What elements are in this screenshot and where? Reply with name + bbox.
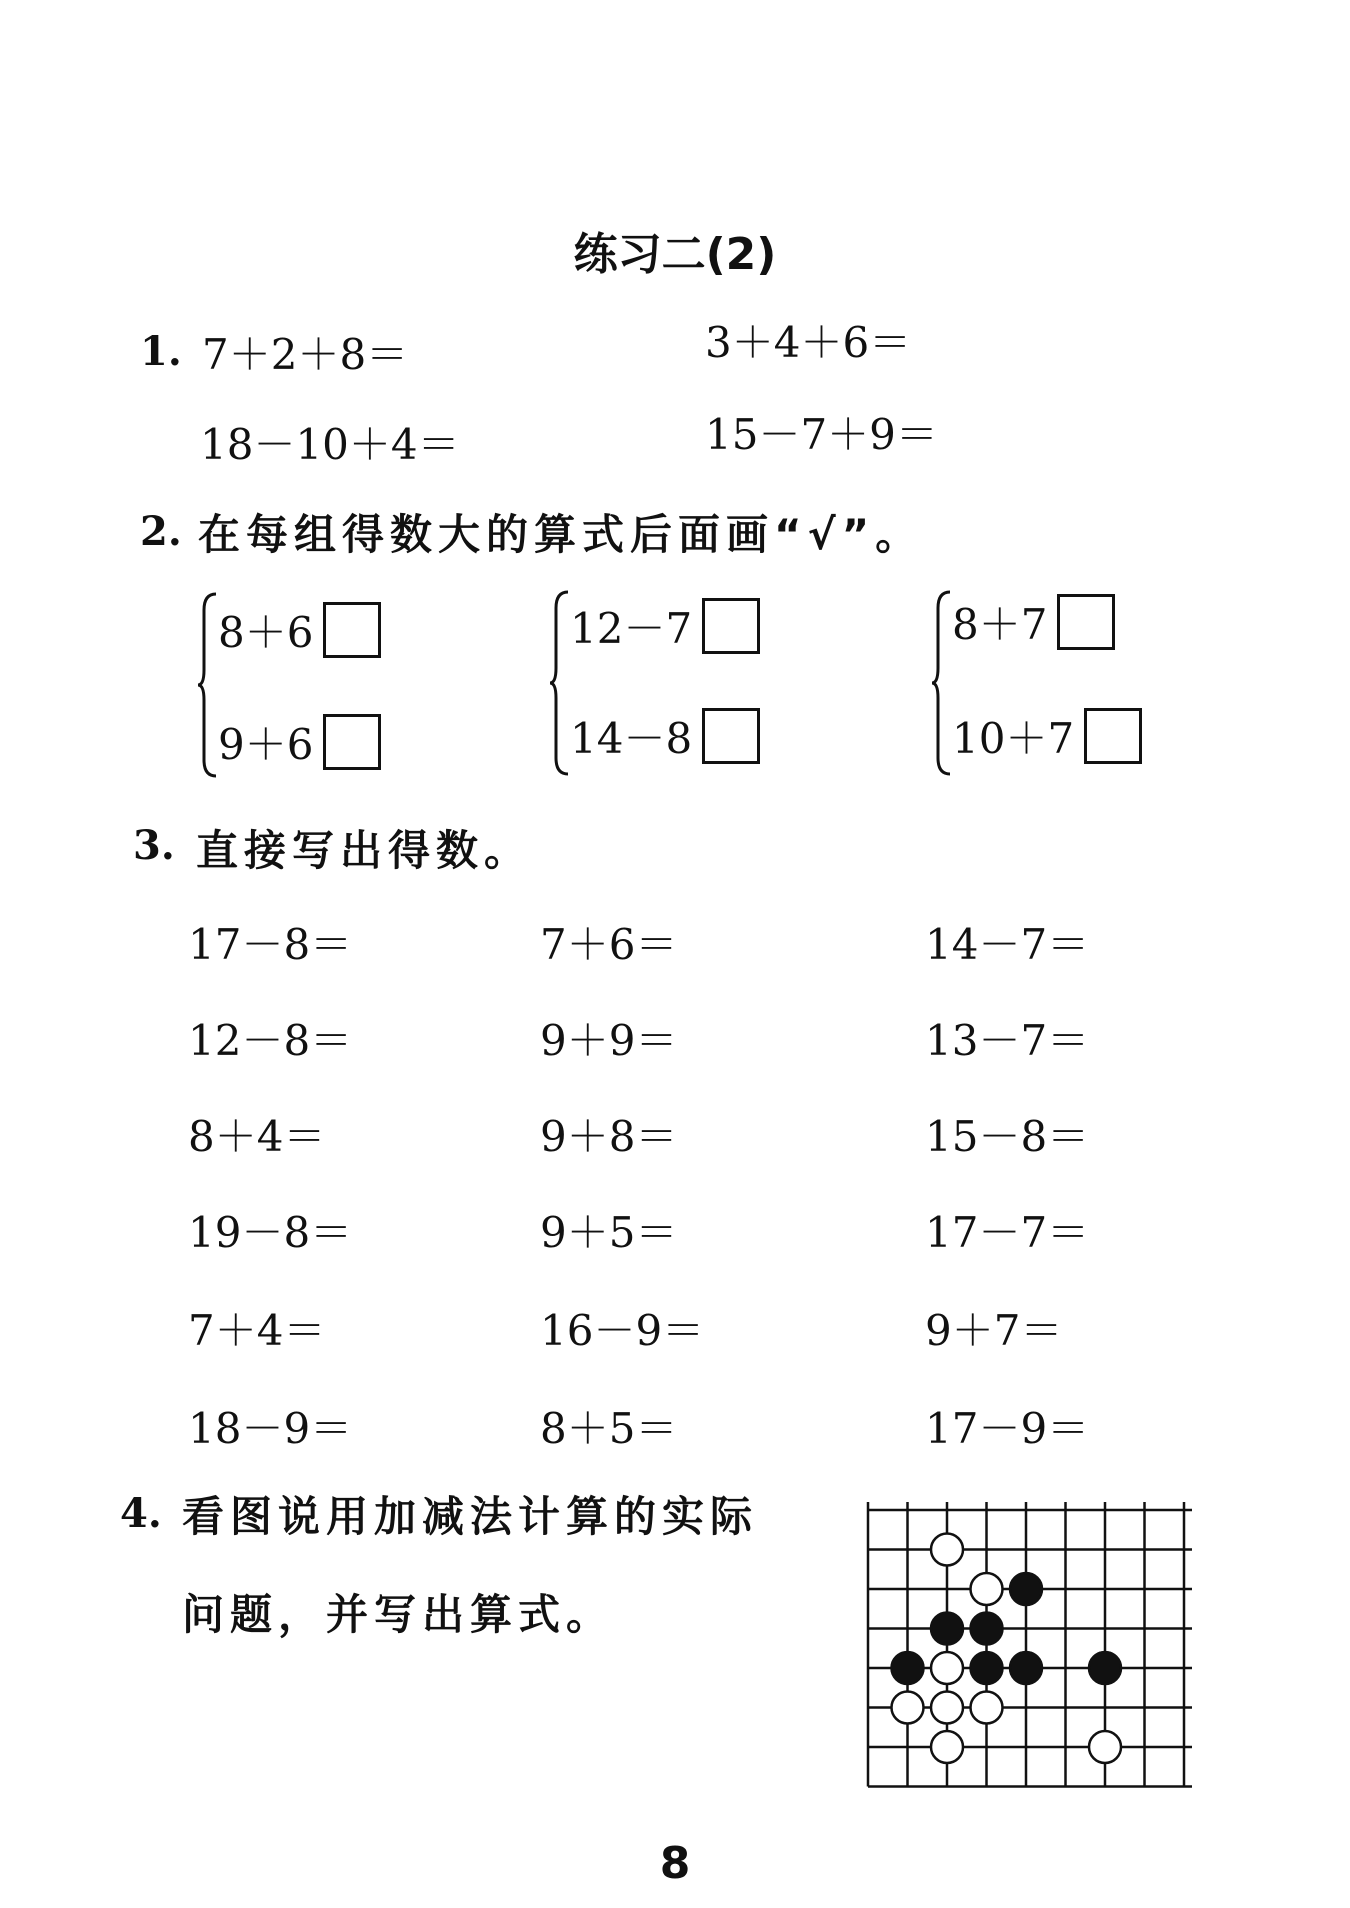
q2-option-expression: 14－8 bbox=[570, 714, 693, 763]
q2-option-expression: 9＋6 bbox=[218, 720, 314, 769]
white-stone bbox=[931, 1534, 963, 1566]
q3-expression: 17－8＝ bbox=[188, 920, 353, 969]
q4-instruction-line2: 问题，并写出算式。 bbox=[182, 1590, 615, 1639]
q3-expression: 9＋5＝ bbox=[540, 1208, 678, 1257]
q3-expression: 17－7＝ bbox=[925, 1208, 1090, 1257]
q3-expression: 15－8＝ bbox=[925, 1112, 1090, 1161]
brace-icon bbox=[196, 590, 220, 780]
page-title: 练习二(2) bbox=[573, 229, 777, 280]
q2-group bbox=[548, 588, 788, 778]
white-stone bbox=[892, 1692, 924, 1724]
q3-expression: 8＋4＝ bbox=[188, 1112, 326, 1161]
q3-expression: 19－8＝ bbox=[188, 1208, 353, 1257]
white-stone bbox=[931, 1731, 963, 1763]
q3-instruction: 直接写出得数。 bbox=[196, 826, 533, 875]
white-stone bbox=[931, 1692, 963, 1724]
q2-group bbox=[930, 588, 1180, 778]
black-stone bbox=[971, 1613, 1003, 1645]
q1-expression: 7＋2＋8＝ bbox=[202, 330, 409, 379]
q1-expression: 15－7＋9＝ bbox=[705, 410, 938, 459]
q3-expression: 18－9＝ bbox=[188, 1404, 353, 1453]
q3-expression: 8＋5＝ bbox=[540, 1404, 678, 1453]
q1-expression: 18－10＋4＝ bbox=[200, 420, 460, 469]
black-stone bbox=[931, 1613, 963, 1645]
q2-option bbox=[570, 596, 760, 656]
q2-option-expression: 10＋7 bbox=[952, 714, 1075, 763]
black-stone bbox=[1010, 1652, 1042, 1684]
answer-box[interactable] bbox=[1084, 708, 1142, 764]
answer-box[interactable] bbox=[323, 714, 381, 770]
q3-number: 3. bbox=[133, 822, 175, 869]
q4-instruction-line1: 看图说用加减法计算的实际 bbox=[182, 1492, 759, 1541]
black-stone bbox=[1010, 1573, 1042, 1605]
q2-number: 2. bbox=[140, 508, 182, 555]
white-stone bbox=[1089, 1731, 1121, 1763]
q1-number: 1. bbox=[140, 328, 182, 375]
answer-box[interactable] bbox=[702, 598, 760, 654]
answer-box[interactable] bbox=[323, 602, 381, 658]
black-stone bbox=[892, 1652, 924, 1684]
q4-number: 4. bbox=[120, 1490, 162, 1537]
white-stone bbox=[971, 1692, 1003, 1724]
q2-option-expression: 8＋7 bbox=[952, 600, 1048, 649]
q3-expression: 7＋6＝ bbox=[540, 920, 678, 969]
q3-expression: 9＋8＝ bbox=[540, 1112, 678, 1161]
q3-expression: 13－7＝ bbox=[925, 1016, 1090, 1065]
white-stone bbox=[971, 1573, 1003, 1605]
q2-option-expression: 8＋6 bbox=[218, 608, 314, 657]
brace-icon bbox=[548, 588, 572, 778]
q2-option bbox=[218, 600, 381, 660]
q3-expression: 7＋4＝ bbox=[188, 1306, 326, 1355]
answer-box[interactable] bbox=[1057, 594, 1115, 650]
q2-option bbox=[218, 712, 381, 772]
q3-expression: 12－8＝ bbox=[188, 1016, 353, 1065]
q2-option bbox=[952, 592, 1115, 652]
q3-expression: 17－9＝ bbox=[925, 1404, 1090, 1453]
brace-icon bbox=[930, 588, 954, 778]
q3-expression: 16－9＝ bbox=[540, 1306, 705, 1355]
q3-expression: 14－7＝ bbox=[925, 920, 1090, 969]
black-stone bbox=[1089, 1652, 1121, 1684]
page-number: 8 bbox=[659, 1838, 691, 1889]
white-stone bbox=[931, 1652, 963, 1684]
q2-instruction: 在每组得数大的算式后面画“√”。 bbox=[198, 510, 924, 559]
go-board bbox=[862, 1496, 1192, 1791]
q1-expression: 3＋4＋6＝ bbox=[705, 318, 912, 367]
q3-expression: 9＋9＝ bbox=[540, 1016, 678, 1065]
black-stone bbox=[971, 1652, 1003, 1684]
answer-box[interactable] bbox=[702, 708, 760, 764]
q2-option bbox=[570, 706, 760, 766]
q2-group bbox=[196, 590, 416, 780]
q2-option bbox=[952, 706, 1142, 766]
q3-expression: 9＋7＝ bbox=[925, 1306, 1063, 1355]
q2-option-expression: 12－7 bbox=[570, 604, 693, 653]
